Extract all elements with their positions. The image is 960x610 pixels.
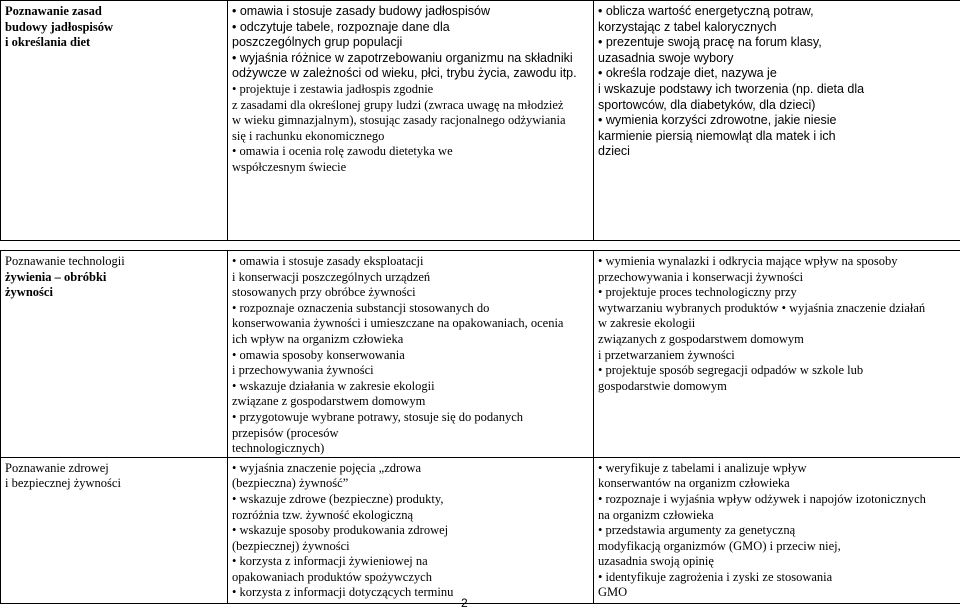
bullet-item xyxy=(232,554,589,570)
bullet-item xyxy=(598,363,958,379)
item-text: na organizm człowieka xyxy=(598,507,714,522)
topic-lines xyxy=(5,254,223,301)
item-text: GMO xyxy=(598,585,628,600)
bullet-icon: • xyxy=(232,300,240,315)
bullet-item xyxy=(232,51,589,67)
top-table xyxy=(0,0,960,241)
requirements-basic-list xyxy=(232,254,589,457)
item-text: rozróżnia tzw. żywność ekologiczną xyxy=(232,507,414,522)
item-text: wskazuje zdrowe (bezpieczne) produkty, xyxy=(239,491,444,506)
bullet-icon: • xyxy=(232,254,240,268)
table-row xyxy=(1,251,960,458)
top-table-block xyxy=(0,0,960,241)
bullet-icon: • xyxy=(232,19,240,34)
item-text: i wskazuje podstawy ich tworzenia (np. dieta dla xyxy=(598,81,865,96)
page-number: 2 xyxy=(461,596,468,610)
bullet-continuation xyxy=(598,144,958,160)
item-text: konserwowania żywności i umieszczane na opakowaniach, ocenia xyxy=(232,316,564,331)
item-text: sportowców, dla diabetyków, dla dzieci) xyxy=(598,97,816,112)
bullet-item xyxy=(232,20,589,36)
topic-cell xyxy=(1,251,228,458)
bullet-item xyxy=(232,492,589,508)
item-text: omawia i stosuje zasady budowy jadłospisów xyxy=(239,4,490,18)
requirements-extended-list xyxy=(598,4,958,160)
topic-line: Poznawanie zasad xyxy=(5,4,102,18)
bullet-icon: • xyxy=(598,363,606,378)
item-text: przechowywania i konserwacji żywności xyxy=(598,269,804,284)
item-text: wytwarzaniu wybranych produktów • wyjaśnia znaczenie działań xyxy=(598,300,926,315)
item-text: projektuje sposób segregacji odpadów w szkole lub xyxy=(605,363,864,378)
item-text: rozpoznaje oznaczenia substancji stosowanych do xyxy=(239,300,490,315)
item-text: korzystając z tabel kalorycznych xyxy=(598,19,777,34)
bullet-icon: • xyxy=(232,4,240,18)
bullet-continuation xyxy=(232,570,589,586)
bullet-item xyxy=(232,461,589,477)
bullet-continuation xyxy=(232,394,589,410)
item-text: prezentuje swoją pracę na forum klasy, xyxy=(605,35,822,50)
bullet-continuation xyxy=(598,539,958,555)
bullet-continuation xyxy=(232,113,589,129)
requirements-basic-list xyxy=(232,4,589,176)
item-text: (bezpieczna) żywność” xyxy=(232,476,349,491)
bullet-item xyxy=(232,144,589,160)
bullet-icon: • xyxy=(232,523,240,538)
bullet-icon: • xyxy=(598,523,606,538)
item-text: przygotowuje wybrane potrawy, stosuje się do podanych xyxy=(239,409,524,424)
bullet-continuation xyxy=(232,476,589,492)
item-text: omawia i ocenia rolę zawodu dietetyka we xyxy=(239,144,453,159)
topic-line: i określania diet xyxy=(5,35,91,50)
bullet-item xyxy=(232,301,589,317)
bullet-icon: • xyxy=(598,285,606,300)
bullet-continuation xyxy=(232,508,589,524)
topic-line: i bezpiecznej żywności xyxy=(5,476,121,491)
bullet-continuation xyxy=(598,20,958,36)
bullet-icon: • xyxy=(232,409,240,424)
bullet-icon: • xyxy=(598,35,606,50)
bullet-item xyxy=(232,410,589,426)
bullet-item xyxy=(232,585,589,601)
item-text: wymienia wynalazki i odkrycia mające wpływ na sposoby xyxy=(605,254,898,268)
item-text: przedstawia argumenty za genetyczną xyxy=(605,523,796,538)
bullet-continuation xyxy=(232,441,589,457)
item-text: oblicza wartość energetyczną potraw, xyxy=(605,4,814,18)
item-text: wskazuje działania w zakresie ekologii xyxy=(239,378,435,393)
bullet-continuation xyxy=(598,348,958,364)
requirements-extended-cell xyxy=(594,251,960,458)
bullet-item xyxy=(232,82,589,98)
bullet-continuation xyxy=(598,51,958,67)
bullet-icon: • xyxy=(232,491,240,506)
requirements-basic-list xyxy=(232,461,589,601)
item-text: odżywcze w zależności od wieku, płci, trybu życia, zawodu itp. xyxy=(232,66,577,81)
bullet-continuation xyxy=(598,316,958,332)
bullet-icon: • xyxy=(232,347,240,362)
item-text: omawia i stosuje zasady eksploatacji xyxy=(239,254,424,268)
bullet-item xyxy=(232,348,589,364)
bullet-item xyxy=(598,523,958,539)
bullet-item xyxy=(232,379,589,395)
bullet-continuation xyxy=(232,426,589,442)
item-text: z zasadami dla określonej grupy ludzi (zwraca uwagę na młodzież xyxy=(232,97,564,112)
item-text: i konserwacji poszczególnych urządzeń xyxy=(232,269,431,284)
item-text: korzysta z informacji żywieniowej na xyxy=(239,554,428,569)
requirements-basic-cell xyxy=(228,251,594,458)
bullet-continuation xyxy=(232,66,589,82)
bullet-continuation xyxy=(598,379,958,395)
bullet-continuation xyxy=(232,332,589,348)
item-text: związanych z gospodarstwem domowym xyxy=(598,331,804,346)
bullet-continuation xyxy=(232,98,589,114)
bullet-item xyxy=(598,254,958,270)
bullet-icon: • xyxy=(598,254,606,268)
item-text: określa rodzaje diet, nazywa je xyxy=(605,66,777,81)
bullet-icon: • xyxy=(598,460,606,475)
bullet-item xyxy=(598,4,958,20)
item-text: i przetwarzaniem żywności xyxy=(598,347,735,362)
item-text: modyfikacją organizmów (GMO) i przeciw niej, xyxy=(598,538,841,553)
topic-line: żywności xyxy=(5,285,53,300)
item-text: współczesnym świecie xyxy=(232,159,347,174)
bullet-icon: • xyxy=(598,4,606,18)
bullet-icon: • xyxy=(232,50,240,65)
bullet-continuation xyxy=(232,539,589,555)
item-text: ich wpływ na organizm człowieka xyxy=(232,331,404,346)
bullet-continuation xyxy=(232,363,589,379)
bullet-continuation xyxy=(598,508,958,524)
item-text: się i rachunku ekonomicznego xyxy=(232,128,385,143)
bullet-continuation xyxy=(598,98,958,114)
bullet-continuation xyxy=(232,160,589,176)
bullet-icon: • xyxy=(232,144,240,159)
bullet-item xyxy=(598,570,958,586)
topic-line: Poznawanie zdrowej xyxy=(5,460,109,475)
bullet-continuation xyxy=(598,301,958,317)
bullet-continuation xyxy=(232,129,589,145)
item-text: konserwantów na organizm człowieka xyxy=(598,476,790,491)
requirements-extended-list xyxy=(598,461,958,601)
item-text: wskazuje sposoby produkowania zdrowej xyxy=(239,523,449,538)
bullet-item xyxy=(598,35,958,51)
requirements-basic-cell xyxy=(228,457,594,603)
bullet-continuation xyxy=(598,476,958,492)
table-row xyxy=(1,457,960,603)
bullet-icon: • xyxy=(232,81,240,96)
bullet-continuation xyxy=(232,316,589,332)
item-text: w zakresie ekologii xyxy=(598,316,696,331)
item-text: identyfikuje zagrożenia i zyski ze stosowania xyxy=(605,569,833,584)
item-text: stosowanych przy obróbce żywności xyxy=(232,285,416,300)
bullet-continuation xyxy=(598,82,958,98)
item-text: gospodarstwie domowym xyxy=(598,378,727,393)
bullet-item xyxy=(232,254,589,270)
item-text: wyjaśnia różnice w zapotrzebowaniu organizmu na składniki xyxy=(239,50,573,65)
bullet-continuation xyxy=(598,585,958,601)
item-text: rozpoznaje i wyjaśnia wpływ odżywek i napojów izotonicznych xyxy=(605,491,926,506)
item-text: (bezpiecznej) żywności xyxy=(232,538,350,553)
topic-lines xyxy=(5,4,223,51)
requirements-basic-cell xyxy=(228,1,594,241)
item-text: opakowaniach produktów spożywczych xyxy=(232,569,432,584)
item-text: karmienie piersią niemowląt dla matek i ich xyxy=(598,128,836,143)
bullet-icon: • xyxy=(232,460,240,475)
bottom-table xyxy=(0,250,960,604)
item-text: związane z gospodarstwem domowym xyxy=(232,394,426,409)
bullet-icon: • xyxy=(598,491,606,506)
bullet-continuation xyxy=(598,129,958,145)
bullet-continuation xyxy=(598,270,958,286)
requirements-extended-list xyxy=(598,254,958,394)
item-text: weryfikuje z tabelami i analizuje wpływ xyxy=(605,460,807,475)
item-text: w wieku gimnazjalnym), stosując zasady racjonalnego odżywiania xyxy=(232,113,566,128)
bullet-item xyxy=(598,461,958,477)
bullet-icon: • xyxy=(232,378,240,393)
item-text: projektuje proces technologiczny przy xyxy=(605,285,797,300)
bullet-item xyxy=(598,285,958,301)
bullet-continuation xyxy=(598,332,958,348)
item-text: uzasadnia swoje wybory xyxy=(598,50,734,65)
item-text: wyjaśnia znaczenie pojęcia „zdrowa xyxy=(239,460,422,475)
item-text: przepisów (procesów xyxy=(232,425,339,440)
bullet-icon: • xyxy=(232,554,240,569)
bullet-icon: • xyxy=(598,569,606,584)
bullet-icon: • xyxy=(232,585,240,600)
bottom-table-block xyxy=(0,250,960,604)
bullet-continuation xyxy=(232,35,589,51)
bullet-continuation xyxy=(598,554,958,570)
item-text: uzasadnia swoją opinię xyxy=(598,554,714,569)
bullet-icon: • xyxy=(598,113,606,128)
bullet-item xyxy=(598,113,958,129)
item-text: omawia sposoby konserwowania xyxy=(239,347,405,362)
table-row xyxy=(1,1,960,241)
requirements-extended-cell xyxy=(594,457,960,603)
bullet-item xyxy=(598,66,958,82)
bullet-continuation xyxy=(232,285,589,301)
item-text: technologicznych) xyxy=(232,441,325,456)
item-text: korzysta z informacji dotyczących terminu xyxy=(239,585,454,600)
item-text: odczytuje tabele, rozpoznaje dane dla xyxy=(239,19,450,34)
topic-line: Poznawanie technologii xyxy=(5,254,125,268)
topic-line: budowy jadłospisów xyxy=(5,19,114,34)
item-text: projektuje i zestawia jadłospis zgodnie xyxy=(239,81,434,96)
requirements-extended-cell xyxy=(594,1,960,241)
bullet-item xyxy=(598,492,958,508)
topic-line: żywienia – obróbki xyxy=(5,269,107,284)
topic-cell xyxy=(1,457,228,603)
item-text: i przechowywania żywności xyxy=(232,363,374,378)
bullet-continuation xyxy=(232,270,589,286)
bullet-icon: • xyxy=(598,66,606,81)
item-text: dzieci xyxy=(598,144,630,159)
topic-cell xyxy=(1,1,228,241)
topic-lines xyxy=(5,461,223,492)
bullet-item xyxy=(232,523,589,539)
item-text: wymienia korzyści zdrowotne, jakie niesie xyxy=(605,113,837,128)
bullet-item xyxy=(232,4,589,20)
item-text: poszczególnych grup populacji xyxy=(232,35,403,50)
